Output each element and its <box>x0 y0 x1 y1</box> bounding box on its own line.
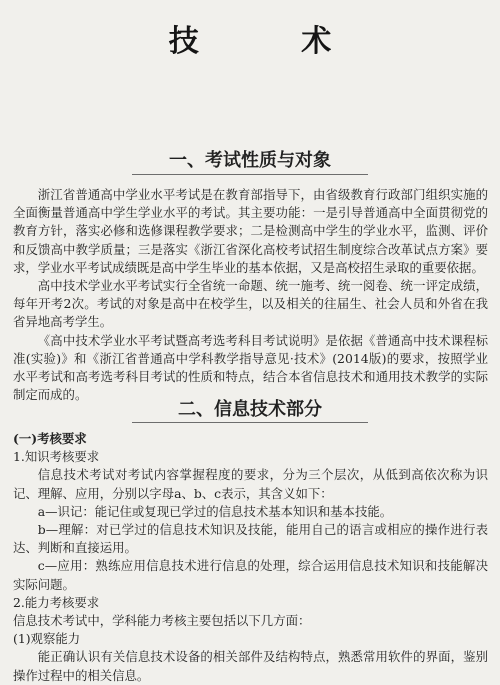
section-heading-2: 二、信息技术部分 <box>178 399 322 420</box>
section-1-body <box>13 186 488 404</box>
paragraph: 信息技术考试中，学科能力考核主要包括以下几方面： <box>13 613 311 629</box>
paragraph: c—应用：熟练应用信息技术进行信息的处理，综合运用信息技术知识和技能解决实际问题。 <box>13 558 488 592</box>
subheading: 1.知识考核要求 <box>13 449 100 465</box>
paragraph: a—识记：能记住或复现已学过的信息技术基本知识和基本技能。 <box>37 503 393 519</box>
paragraph: 《高中技术学业水平考试暨高考选考科目考试说明》是依据《普通高中技术课程标准(实验)》和《浙江省普通高中学科教学指导意见·技术》(2014版)的要求，按照学业水平考试和高考选考科目考试的性质和特点，结合本省信息技术和通用技术教学的实际制定而成的。 <box>13 332 488 403</box>
subheading: 2.能力考核要求 <box>13 594 100 610</box>
paragraph: 高中技术学业水平考试实行全省统一命题、统一施考、统一阅卷、统一评定成绩，每年开考2次。考试的对象是高中在校学生，以及相关的往届生、社会人员和外省在我省异地高考学生。 <box>13 278 488 330</box>
page-title: 技 术 <box>168 24 378 59</box>
paragraph: 能正确认识有关信息技术设备的相关部件及结构特点，熟悉常用软件的界面，鉴别操作过程中的相关信息。 <box>13 649 488 683</box>
section-divider-2 <box>132 422 368 423</box>
section-divider-1 <box>132 174 368 175</box>
paragraph: 浙江省普通高中学业水平考试是在教育部指导下，由省级教育行政部门组织实施的全面衡量普通高中学生学业水平的考试。其主要功能：一是引导普通高中全面贯彻党的教育方针，落实必修和选修课程教学要求；二是检测高中学生的学业水平，监测、评价和反馈高中教学质量；三是落实《浙江省深化高校考试招生制度综合改革试点方案》要求，学业水平考试成绩既是高中学生毕业的基本依据，又是高校招生录取的重要依据。 <box>13 187 488 275</box>
paragraph: 信息技术考试对考试内容掌握程度的要求，分为三个层次，从低到高依次称为识记、理解、应用，分别以字母a、b、c表示，其含义如下： <box>13 467 488 501</box>
section-2-body <box>13 430 488 685</box>
paragraph: b—理解：对已学过的信息技术知识及技能，能用自己的语言或相应的操作进行表达、判断和直接运用。 <box>13 522 488 556</box>
subheading: (1)观察能力 <box>13 631 81 647</box>
section-heading-1: 一、考试性质与对象 <box>169 150 331 171</box>
subheading: (一)考核要求 <box>13 431 87 446</box>
